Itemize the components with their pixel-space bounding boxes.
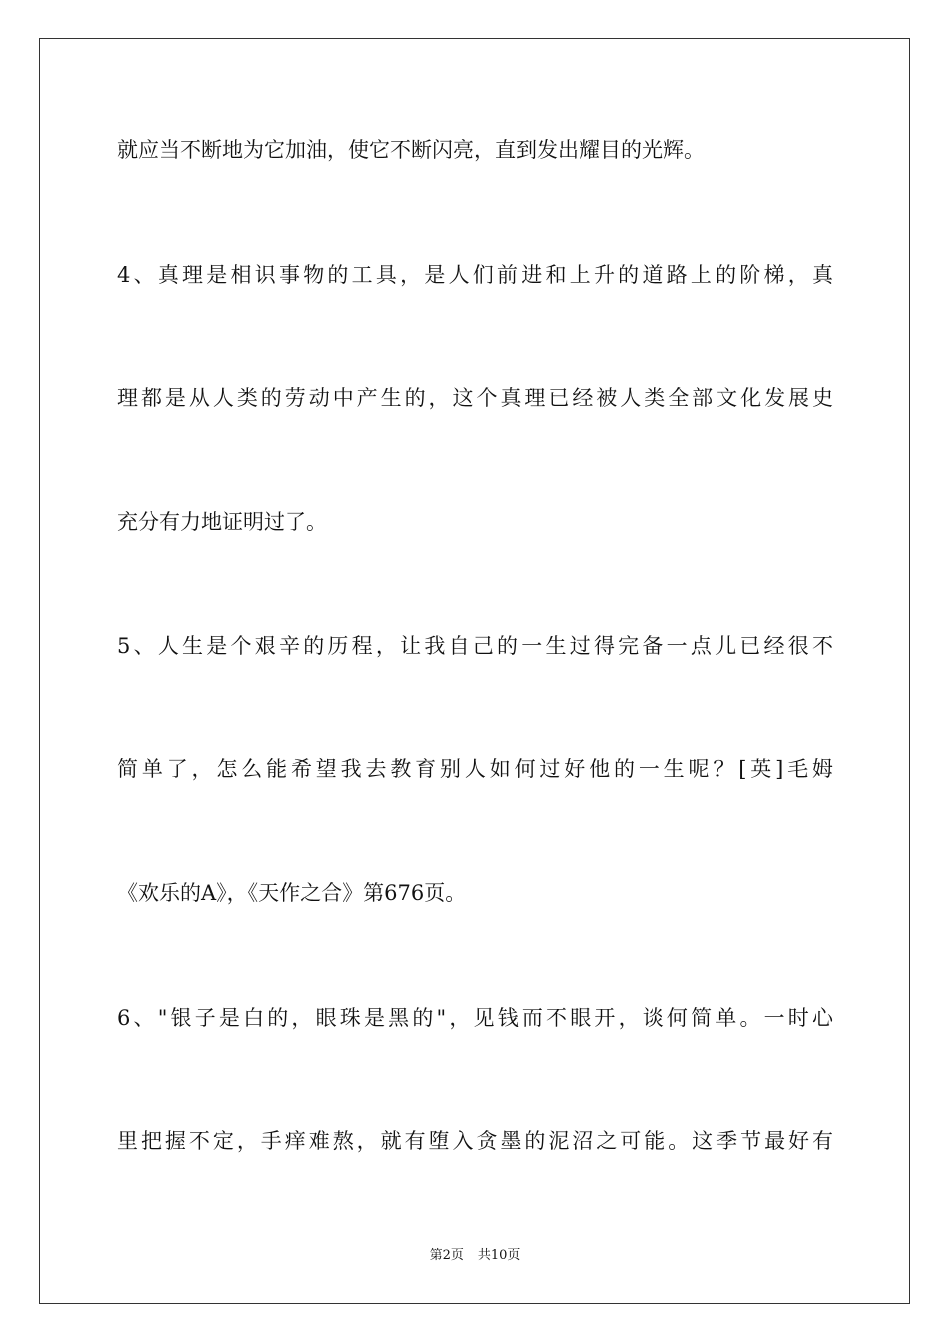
- text-line: 《欢乐的A》，《天作之合》第676页。: [117, 881, 467, 905]
- text-line: 简单了，怎么能希望我去教育别人如何过好他的一生呢？[英]毛姆: [117, 757, 833, 781]
- text-line: 6、"银子是白的，眼珠是黑的"，见钱而不眼开，谈何简单。一时心: [117, 1006, 833, 1030]
- text-line: 就应当不断地为它加油，使它不断闪亮，直到发出耀目的光辉。: [117, 138, 705, 162]
- page-number: 第2页: [429, 1248, 464, 1263]
- text-line: 5、人生是个艰辛的历程，让我自己的一生过得完备一点儿已经很不: [117, 634, 833, 658]
- page-footer: [0, 1248, 950, 1264]
- text-line: 里把握不定，手痒难熬，就有堕入贪墨的泥沼之可能。这季节最好有: [117, 1129, 833, 1153]
- page-total: 共10页: [477, 1248, 521, 1263]
- text-line: 充分有力地证明过了。: [117, 510, 327, 534]
- text-line: 理都是从人类的劳动中产生的，这个真理已经被人类全部文化发展史: [117, 386, 833, 410]
- page-frame: [39, 38, 910, 1304]
- text-line: 4、真理是相识事物的工具，是人们前进和上升的道路上的阶梯，真: [117, 263, 833, 287]
